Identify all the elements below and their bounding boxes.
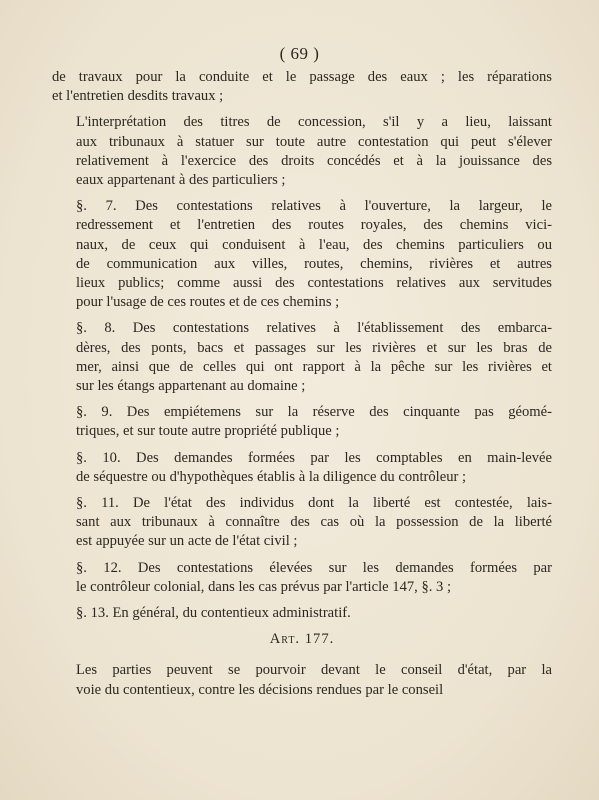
text-line: est appuyée sur un acte de l'état civil ;: [76, 533, 298, 550]
text-line: relativement à l'exercice des droits concédés et à la jouissance des: [76, 152, 552, 169]
article-heading: [52, 630, 552, 649]
paragraph: [52, 68, 552, 106]
text-line: sant aux tribunaux à connaître des cas où la possession de la liberté: [76, 514, 552, 531]
page-number: ( 69 ): [279, 44, 320, 63]
text-line: §. 7. Des contestations relatives à l'ouverture, la largeur, le: [76, 198, 552, 215]
text-line: pour l'usage de ces routes et de ces chemins ;: [76, 294, 340, 311]
text-line: dères, des ponts, bacs et passages sur les rivières et sur les bras de: [76, 339, 552, 356]
paragraph: [52, 197, 552, 312]
text-line: aux tribunaux à statuer sur toute autre contestation qui peut s'élever: [76, 133, 552, 150]
text-line: et l'entretien desdits travaux ;: [52, 88, 224, 105]
text-line: naux, de ceux qui conduisent à l'eau, des chemins particuliers ou: [76, 236, 552, 253]
text-line: mer, ainsi que de celles qui ont rapport à la pêche sur les rivières et: [76, 358, 552, 375]
text-line: §. 13. En général, du contentieux administratif.: [76, 605, 351, 622]
body-text: [52, 68, 552, 707]
paragraph: [52, 559, 552, 597]
text-line: sur les étangs appartenant au domaine ;: [76, 378, 306, 395]
text-line: redressement et l'entretien des routes royales, des chemins vici-: [76, 217, 552, 234]
paragraph: [52, 403, 552, 441]
text-line: §. 11. De l'état des individus dont la liberté est contestée, lais-: [76, 495, 552, 512]
paragraph: [52, 604, 552, 623]
paragraph: [52, 113, 552, 190]
article-heading-text: Art. 177.: [269, 631, 335, 648]
text-line: de communication aux villes, routes, chemins, rivières et autres: [76, 255, 552, 272]
text-line: de séquestre ou d'hypothèques établis à la diligence du contrôleur ;: [76, 468, 467, 485]
text-line: voie du contentieux, contre les décisions rendues par le conseil: [76, 681, 444, 698]
text-line: lieux publics; comme aussi des contestations relatives aux servitudes: [76, 275, 552, 292]
paragraph: [52, 494, 552, 552]
paragraph: [52, 449, 552, 487]
paragraph-list: [52, 68, 552, 623]
text-line: triques, et sur toute autre propriété publique ;: [76, 423, 340, 440]
text-line: Les parties peuvent se pourvoir devant le conseil d'état, par la: [76, 662, 552, 679]
text-line: §. 9. Des empiétemens sur la réserve des cinquante pas géomé-: [76, 404, 552, 421]
text-line: eaux appartenant à des particuliers ;: [76, 172, 286, 189]
final-paragraph-container: [52, 661, 552, 699]
text-line: L'interprétation des titres de concession, s'il y a lieu, laissant: [76, 114, 552, 131]
text-line: le contrôleur colonial, dans les cas prévus par l'article 147, §. 3 ;: [76, 578, 452, 595]
text-line: §. 12. Des contestations élevées sur les demandes formées par: [76, 559, 552, 576]
text-line: de travaux pour la conduite et le passage des eaux ; les réparations: [52, 69, 552, 85]
paragraph: [52, 661, 552, 699]
text-line: §. 8. Des contestations relatives à l'établissement des embarca-: [76, 320, 552, 337]
text-line: §. 10. Des demandes formées par les comptables en main-levée: [76, 449, 552, 466]
paragraph: [52, 319, 552, 396]
